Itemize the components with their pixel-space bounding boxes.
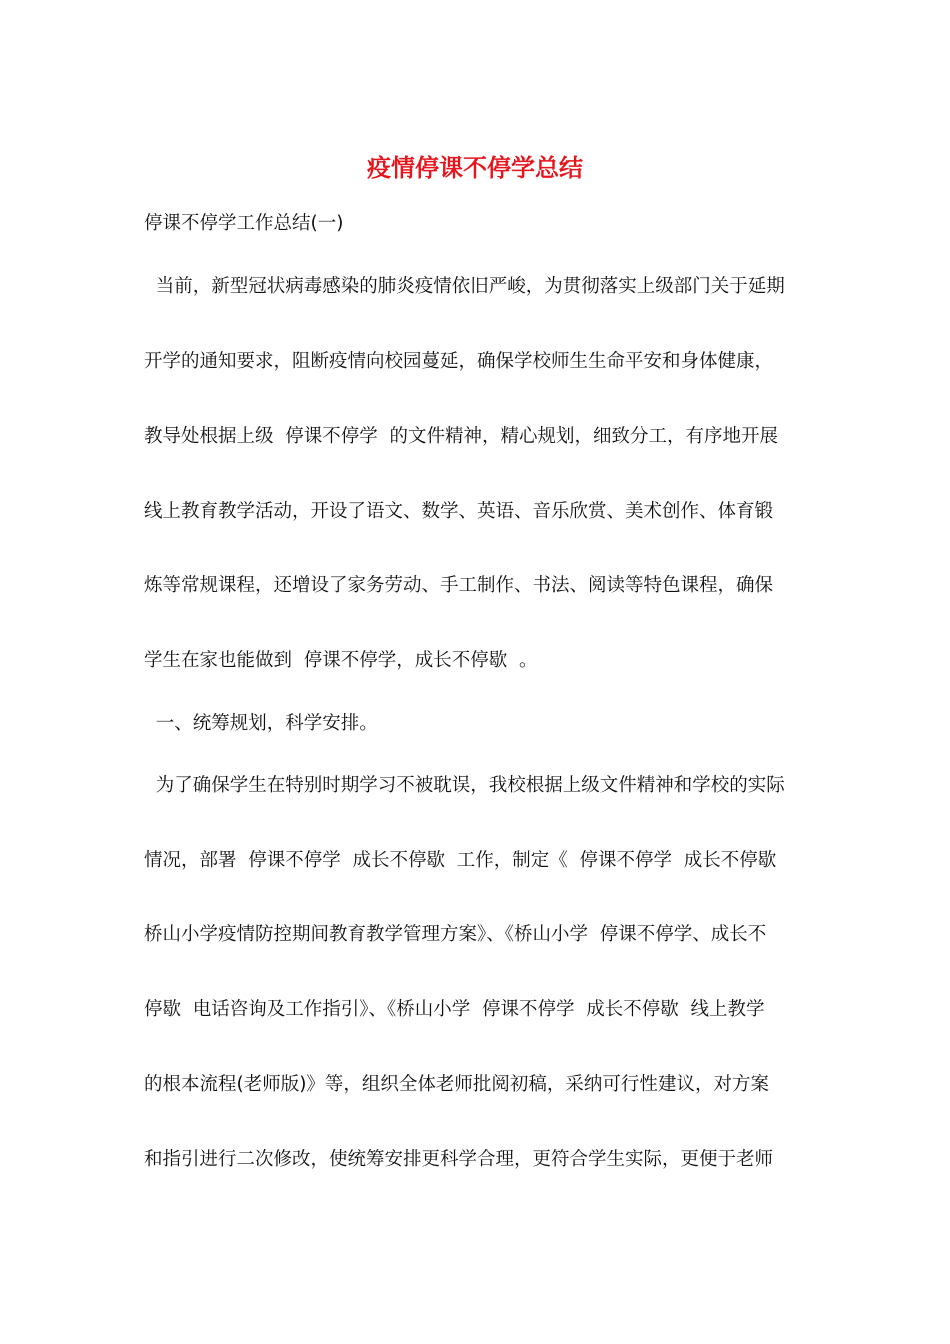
paragraph-line: 情况，部署 停课不停学 成长不停歇 工作，制定《 停课不停学 成长不停歇	[144, 850, 777, 871]
paragraph-line: 和指引进行二次修改，使统筹安排更科学合理，更符合学生实际，更便于老师	[144, 1149, 774, 1170]
paragraph-line: 线上教育教学活动，开设了语文、数学、英语、音乐欣赏、美术创作、体育锻	[144, 501, 774, 522]
paragraph-line: 教导处根据上级 停课不停学 的文件精神，精心规划，细致分工，有序地开展	[144, 426, 779, 447]
paragraph-line: 为了确保学生在特别时期学习不被耽误，我校根据上级文件精神和学校的实际	[144, 775, 785, 796]
paragraph-line: 学生在家也能做到 停课不停学，成长不停歇 。	[144, 650, 538, 671]
paragraph-line: 当前，新型冠状病毒感染的肺炎疫情依旧严峻，为贯彻落实上级部门关于延期	[144, 276, 785, 297]
subsection-heading: 一、统筹规划，科学安排。	[144, 713, 378, 734]
paragraph-line: 炼等常规课程，还增设了家务劳动、手工制作、书法、阅读等特色课程，确保	[144, 575, 774, 596]
paragraph-line: 停歇 电话咨询及工作指引》、《桥山小学 停课不停学 成长不停歇 线上教学	[144, 999, 765, 1020]
paragraph-line: 桥山小学疫情防控期间教育教学管理方案》、《桥山小学 停课不停学、成长不	[144, 924, 767, 945]
paragraph-line: 开学的通知要求，阻断疫情向校园蔓延，确保学校师生生命平安和身体健康，	[144, 351, 774, 372]
paragraph-line: 的根本流程(老师版)》等，组织全体老师批阅初稿，采纳可行性建议，对方案	[144, 1074, 769, 1095]
section-heading: 停课不停学工作总结(一)	[144, 213, 344, 234]
document-title: 疫情停课不停学总结	[367, 153, 583, 182]
